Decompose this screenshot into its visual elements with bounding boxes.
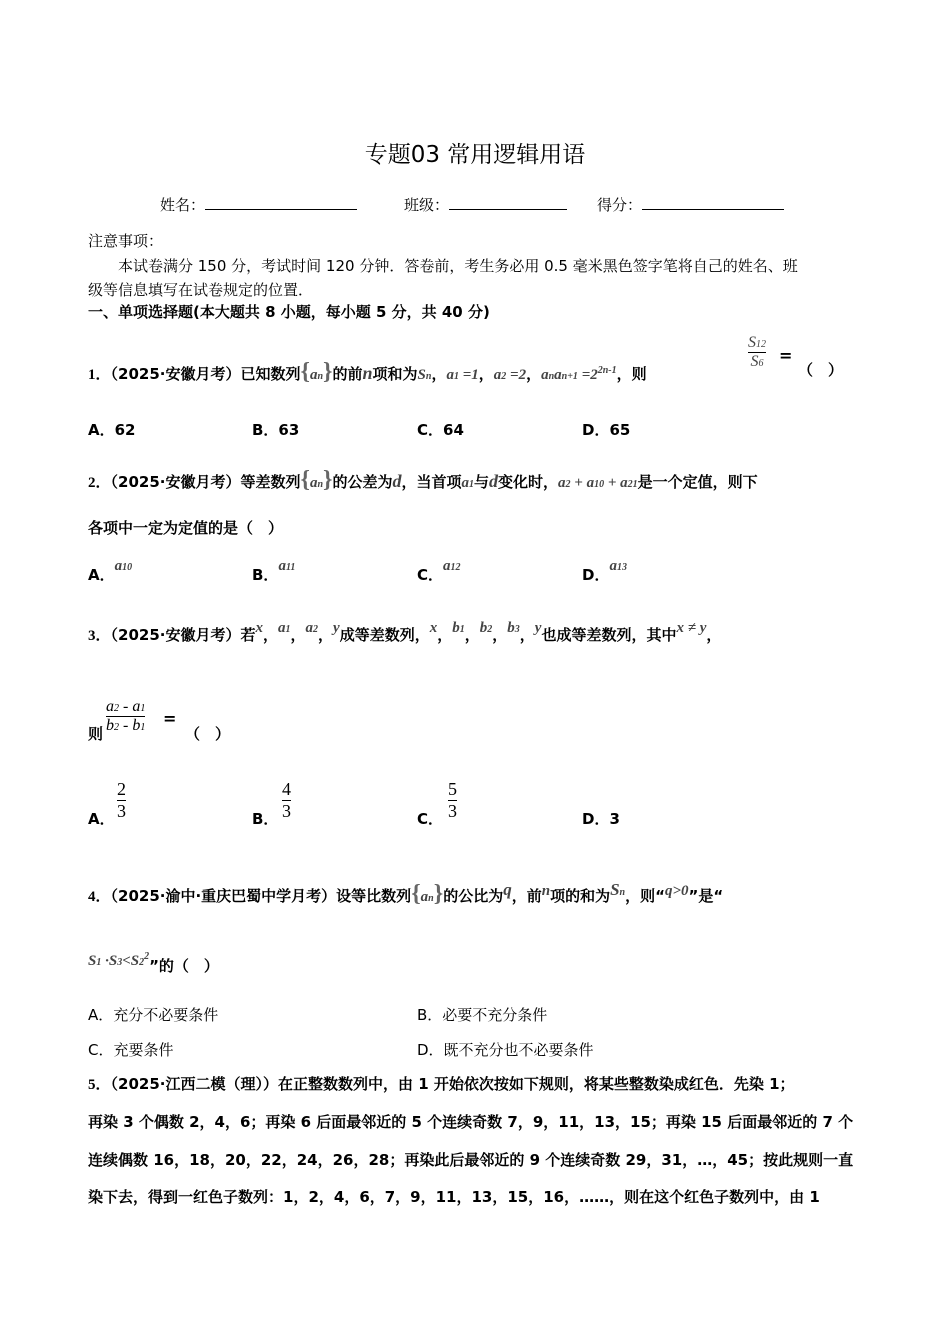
q2-an: an — [309, 475, 324, 491]
q3-text-2: 成等差数列， — [339, 626, 430, 644]
q3-paren: （ ） — [185, 725, 231, 743]
q3-frac-num: a2 - a1 — [106, 698, 146, 715]
q1-text-5: ， — [478, 365, 494, 383]
section1-heading: 一、单项选择题(本大题共 8 小题，每小题 5 分，共 40 分) — [88, 303, 490, 321]
q1-frac-den: S6 — [750, 353, 764, 370]
question-4 — [88, 881, 723, 908]
q4-q: q — [503, 880, 512, 899]
q1-source: （2025·安徽月考） — [110, 365, 241, 383]
q5-number: 5． — [88, 1077, 111, 1093]
q1-sn: Sn — [417, 367, 432, 383]
q2-seq-close-brace: } — [323, 467, 333, 493]
q4-seq-close-brace: } — [433, 881, 444, 907]
name-row — [160, 194, 357, 215]
q2-sum: a2 + a10 + a21 — [558, 475, 638, 491]
q1-option-c[interactable]: C．64 — [417, 421, 464, 439]
q1-text-1: 已知数列 — [240, 365, 301, 383]
q3-option-c-label: C． — [417, 810, 444, 828]
q1-option-d[interactable]: D．65 — [582, 421, 631, 439]
q3-option-c[interactable] — [417, 808, 443, 829]
q4-text-6: ”是“ — [688, 887, 724, 905]
q3-a1: a1 — [278, 620, 291, 636]
q1-a2-eq: a2 =2 — [493, 367, 527, 383]
class-blank[interactable] — [449, 195, 567, 210]
q2-option-c-math: a12 — [443, 558, 461, 574]
q2-option-d-label: D． — [582, 566, 610, 584]
score-blank[interactable] — [642, 195, 784, 210]
q3-option-b-frac: $\frac{4}{3}$ — [282, 779, 291, 821]
q4-option-d[interactable]: D．既不充分也不必要条件 — [417, 1041, 594, 1059]
q3-b2: b2 — [479, 620, 493, 636]
q3-y: y — [333, 620, 340, 636]
question-1 — [88, 359, 647, 386]
q4-option-a[interactable]: A．充分不必要条件 — [88, 1006, 219, 1024]
q3-option-c-frac: $\frac{5}{3}$ — [448, 779, 457, 821]
q4-condition-q: q>0 — [664, 883, 689, 899]
q4-source: （2025·渝中·重庆巴蜀中学月考） — [110, 887, 337, 905]
q2-option-d[interactable] — [582, 558, 627, 585]
notice-heading: 注意事项： — [88, 232, 164, 250]
q2-option-b-math: a11 — [278, 558, 296, 574]
q3-text-1: 若 — [240, 626, 256, 644]
q1-recurrence: anan+1 $=2^{2n-1}$ — [541, 365, 617, 383]
q4-text-2: 的公比为 — [443, 887, 504, 905]
page-title: 专题03 常用逻辑用语 — [364, 142, 586, 168]
q3-equals: = — [163, 709, 177, 728]
q3-y-2: y — [534, 620, 542, 636]
q5-line3: 连续偶数 16，18，20，22，24，26，28；再染此后最邻近的 9 个连续奇数 29，31，…，45；按此规则一直 — [88, 1151, 854, 1169]
q5-source: （2025·江西二模（理）） — [110, 1075, 278, 1093]
q2-seq-open-brace: { — [300, 467, 310, 493]
q1-option-a[interactable]: A．62 — [88, 421, 136, 439]
q2-option-b[interactable] — [252, 558, 296, 585]
score-row — [597, 194, 784, 215]
q2-a1: a1 — [461, 475, 475, 491]
q2-number: 2． — [88, 475, 111, 491]
q2-option-c[interactable] — [417, 558, 461, 585]
q2-line2: 各项中一定为定值的是（ ） — [88, 519, 284, 537]
q3-a2: a2 — [305, 620, 319, 636]
q1-a1-eq: a1 =1 — [446, 367, 479, 383]
q3-text-4: ， — [706, 626, 722, 644]
q4-seq-open-brace: { — [411, 881, 421, 907]
q3-option-a-frac: $\frac{2}{3}$ — [117, 779, 126, 821]
q3-option-b-label: B． — [252, 810, 279, 828]
q3-condition: x ≠ y — [676, 620, 707, 636]
q4-text-5: ，则“ — [625, 887, 665, 905]
q4-line2 — [88, 951, 219, 976]
notice-line2: 级等信息填写在试卷规定的位置． — [88, 281, 314, 299]
name-blank[interactable] — [205, 195, 357, 210]
q3-b1: b1 — [452, 620, 465, 636]
q3-b3: b3 — [507, 620, 520, 636]
q1-seq-open-brace: { — [300, 359, 310, 385]
q1-an: an — [309, 367, 324, 383]
q4-option-b[interactable]: B．必要不充分条件 — [417, 1006, 548, 1024]
q3-fraction — [106, 697, 145, 735]
notice-line1: 本试卷满分 150 分，考试时间 120 分钟．答卷前，考生务必用 0.5 毫米黑色签字笔将自己的姓名、班 — [118, 257, 798, 275]
q2-text-2: 的公差为 — [332, 473, 393, 491]
q3-source: （2025·安徽月考） — [110, 626, 241, 644]
q4-n: n — [541, 883, 551, 899]
class-row — [404, 194, 567, 215]
q2-d: d — [392, 471, 402, 491]
q1-number: 1． — [88, 367, 111, 383]
question-2 — [88, 467, 758, 494]
q3-option-a[interactable] — [88, 808, 115, 829]
q4-condition-s: $S1 \cdot S3<S2^2$ — [88, 951, 150, 969]
q2-d-2: d — [489, 471, 499, 491]
q5-line2: 再染 3 个偶数 2，4，6；再染 6 后面最邻近的 5 个连续奇数 7，9，11，13，15；再染 15 后面最邻近的 7 个 — [88, 1113, 854, 1131]
q1-seq-close-brace: } — [323, 359, 333, 385]
q4-an: an — [420, 889, 434, 905]
q4-sn: Sn — [610, 880, 626, 899]
q3-text-3: 也成等差数列，其中 — [541, 626, 677, 644]
q4-text-3: ，前 — [511, 887, 542, 905]
q2-text-4: 与 — [474, 473, 490, 491]
q4-text-4: 项的和为 — [550, 887, 611, 905]
q3-option-b[interactable] — [252, 808, 278, 829]
score-label: 得分： — [597, 196, 643, 214]
q2-text-3: ，当首项 — [401, 473, 462, 491]
q2-option-d-math: a13 — [609, 558, 627, 574]
q4-text-1: 设等比数列 — [336, 887, 412, 905]
q3-option-a-label: A． — [88, 810, 115, 828]
q3-then: 则 — [88, 725, 104, 743]
question-3: 3．（2025·安徽月考）若x，a1，a2，y成等差数列，x，b1，b2，b3，y也成等差数列，其中x ≠ y， — [88, 620, 722, 644]
q1-text-2: 的前 — [332, 365, 363, 383]
q4-number: 4． — [88, 889, 111, 905]
q4-option-c[interactable]: C．充要条件 — [88, 1041, 174, 1059]
q2-option-a[interactable] — [88, 558, 133, 585]
q1-text-4: ， — [431, 365, 447, 383]
q2-option-b-label: B． — [252, 566, 279, 584]
q2-option-a-label: A． — [88, 566, 115, 584]
q2-text-5: 变化时， — [498, 473, 559, 491]
q1-option-b[interactable]: B．63 — [252, 421, 300, 439]
q3-number: 3． — [88, 628, 111, 644]
q1-text-6: ， — [526, 365, 542, 383]
q2-source: （2025·安徽月考） — [110, 473, 241, 491]
q1-paren: （ ） — [798, 361, 844, 379]
q4-text-7: ”的（ ） — [149, 957, 219, 975]
q5-text-1: 在正整数数列中，由 1 开始依次按如下规则，将某些整数染成红色．先染 1； — [277, 1075, 795, 1093]
q1-frac-num: S12 — [748, 334, 766, 351]
name-label: 姓名： — [160, 196, 206, 214]
q1-fraction — [748, 333, 766, 371]
q3-x-2: x — [429, 620, 438, 636]
q5-line4: 染下去，得到一红色子数列：1，2，4，6，7，9，11，13，15，16，……，则在这个红色子数列中，由 1 — [88, 1188, 820, 1206]
q1-text-7: ，则 — [616, 365, 647, 383]
question-5-line1 — [88, 1073, 795, 1094]
class-label: 班级： — [404, 196, 450, 214]
q2-text-6: 是一个定值，则下 — [637, 473, 758, 491]
q3-frac-den: b2 - b1 — [106, 717, 146, 734]
q2-option-c-label: C． — [417, 566, 444, 584]
q1-text-3: 项和为 — [372, 365, 418, 383]
q3-seq-a: x — [255, 620, 263, 636]
q1-n: n — [362, 363, 373, 383]
q2-option-a-math: a10 — [114, 558, 133, 574]
q2-text-1: 等差数列 — [240, 473, 301, 491]
q3-option-d[interactable]: D．3 — [582, 810, 620, 828]
q1-equals: = — [779, 346, 793, 365]
